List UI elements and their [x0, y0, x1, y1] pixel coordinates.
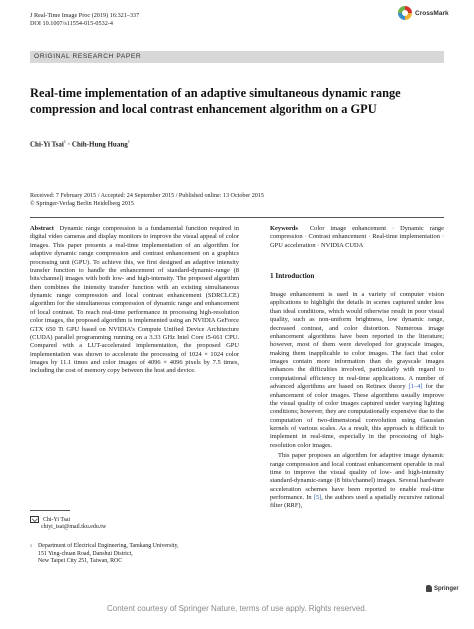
- abstract-label: Abstract: [30, 225, 54, 232]
- article-type-banner: ORIGINAL RESEARCH PAPER: [30, 51, 444, 63]
- envelope-icon: [30, 516, 39, 523]
- affiliation-line: 151 Ying-chuan Road, Danshui District,: [38, 550, 133, 557]
- crossmark-label: CrossMark: [415, 9, 449, 17]
- author-affil-mark: 1: [127, 139, 130, 144]
- divider: [30, 217, 444, 218]
- crossmark-badge[interactable]: [398, 6, 449, 20]
- paper-title: Real-time implementation of an adaptive simultaneous dynamic range compression and local contrast enhancement algorithm on a GPU: [30, 86, 401, 116]
- intro-paragraph-1: Image enhancement is used in a variety of computer vision applications to highlight the details in scenes captured under less than ideal conditions, which would otherwise result in poor visual quality, such as non-uniform brightness, low dynamic range, decreased contrast, and color distortion. Numerous image enhancement algorithms have been reported in the literature; however, most of them were developed for grayscale images, making them inapplicable to color images. The fact that color images contain more information than do grayscale images enhances the difficulties involved, particularly with regard to computational efficiency in real-time applications. A number of advanced algorithms are based on Retinex theory [1–4] for the enhancement of color images. These algorithms usually improve the visual quality of color images captured under varying lighting conditions; however, they are computationally expensive due to the computation of two-dimensional convolution using Gaussian kernels of various scales. As a result, this approach is difficult to implement in real-time, especially in the processing of high-resolution color images.: [270, 291, 445, 449]
- footnote-divider: [30, 510, 70, 511]
- contact-name: Chi-Yi Tsai: [43, 516, 71, 523]
- springer-horse-icon: [426, 585, 432, 592]
- publication-dates: [30, 192, 264, 208]
- citation-link[interactable]: [5]: [313, 494, 322, 501]
- author-name[interactable]: Chih-Hung Huang: [71, 140, 128, 149]
- contact-email[interactable]: chiyi_tsai@mail.tku.edu.tw: [41, 524, 107, 531]
- abstract-text: Dynamic range compression is a fundamental function required in digital video cameras and display monitors to improve the visual appeal of color images. This paper presents a real-time implementation of an algorithm for adaptive dynamic range compression and contrast enhancement on a graphics processing unit (GPU). To achieve this, we first designed an adaptive intensity transfer function to handle the enhancement of standard-dynamic-range (8 bits/channel) images with both low- and high-intensity. The proposed algorithm then combines the intensity transfer function with an existing simultaneous dynamic range compression and local contrast enhancement (SDRCLCE) algorithm for the simultaneous compression of dynamic range and enhancement of local contrast. To reach real-time performance in processing high-resolution color images, the proposed algorithm is implemented using an NVIDIA GeForce GTX 650 Ti GPU based on NVIDIA’s Compute Unified Device Architecture (CUDA) parallel programming running on a 3.33 GHz Intel Core i5-661 CPU. Compared with a LUT-accelerated implementation, the proposed GPU implementation was shown to accelerate the processing of 1024 × 1024 color images by 11.1 times and color images of 4096 × 4096 pixels by 7.5 times, including the cost of memory copy between the host and device.: [30, 225, 240, 375]
- keywords-label: Keywords: [270, 225, 298, 232]
- journal-citation: J Real-Time Image Proc (2019) 16:321–337: [30, 12, 140, 19]
- affiliation-number: 1: [30, 543, 32, 548]
- author-separator: ·: [67, 140, 71, 149]
- footer-courtesy: Content courtesy of Springer Nature, terms of use apply. Rights reserved.: [107, 604, 367, 613]
- keywords-text: Color image enhancement · Dynamic range compression · Contrast enhancement · Real-time implementation · GPU acceleration · NVIDIA CUDA: [270, 225, 445, 249]
- author-list: [30, 139, 130, 148]
- keywords: [270, 225, 444, 250]
- publisher-logo: [426, 585, 459, 592]
- journal-doi: DOI 10.1007/s11554-015-0532-4: [30, 20, 113, 27]
- author-name[interactable]: Chi-Yi Tsai: [30, 140, 64, 149]
- affiliation-line: New Taipei City 251, Taiwan, ROC: [38, 558, 123, 565]
- crossmark-icon: [398, 6, 412, 20]
- affiliation: [30, 543, 230, 566]
- publisher-name: Springer: [434, 585, 459, 592]
- section-heading-introduction: 1 Introduction: [270, 272, 315, 280]
- citation-link[interactable]: [1–4]: [408, 383, 423, 391]
- corresponding-author: [30, 516, 106, 532]
- introduction-body: [270, 291, 444, 511]
- copyright-line: © Springer-Verlag Berlin Heidelberg 2015: [30, 201, 134, 207]
- author-affil-mark: 1: [63, 139, 67, 144]
- intro-paragraph-2: This paper proposes an algorithm for adaptive image dynamic range compression and local contrast enhancement operable in real time to improve the visual quality of low- and high-intensity standard-dynamic-range (8 bits/channel) images. Several hardware acceleration schemes have been reported to enable real-time performance. In [5], the authors used a spatially recursive rational filter (RRF),: [270, 452, 444, 510]
- abstract: [30, 225, 239, 376]
- received-accepted-line: Received: 7 February 2015 / Accepted: 24 September 2015 / Published online: 13 October 2015: [30, 193, 264, 199]
- affiliation-line: Department of Electrical Engineering, Tamkang University,: [38, 543, 179, 549]
